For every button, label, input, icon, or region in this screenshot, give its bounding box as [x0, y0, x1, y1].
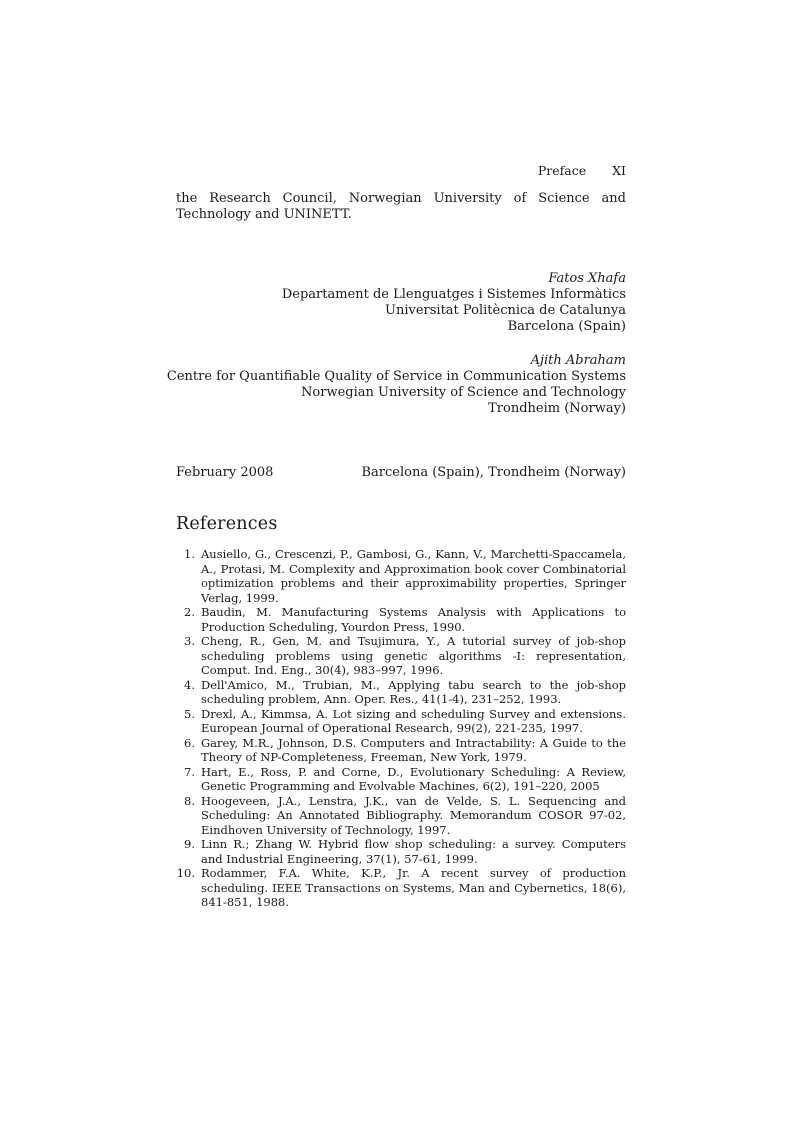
intro-paragraph: the Research Council, Norwegian University of Science and Technology and UNINETT. [176, 191, 626, 222]
reference-text: Linn R.; Zhang W. Hybrid flow shop scheduling: a survey. Computers and Industrial Engineering, 37(1), 57-61, 1999. [201, 837, 626, 866]
date: February 2008 [176, 465, 274, 480]
reference-text: Cheng, R., Gen, M. and Tsujimura, Y., A tutorial survey of job-shop scheduling problems using genetic algorithms -I: representation, Comput. Ind. Eng., 30(4), 983–997, 1996. [201, 634, 626, 677]
signature-block-2 [167, 353, 626, 417]
reference-number: 5. [184, 706, 195, 721]
reference-number: 10. [176, 866, 195, 880]
running-header-section: Preface [537, 163, 587, 178]
affiliation-line: Norwegian University of Science and Technology [301, 385, 626, 400]
reference-number: 3. [184, 634, 195, 648]
references-list [176, 547, 626, 910]
affiliation-line: Departament de Llenguatges i Sistemes Informàtics [281, 287, 626, 302]
reference-text: Hart, E., Ross, P. and Corne, D., Evolutionary Scheduling: A Review, Genetic Programming and Evolvable Machines, 6(2), 191–220, 2005 [201, 764, 626, 793]
running-header [176, 163, 626, 179]
reference-item [176, 605, 626, 634]
reference-number: 1. [184, 547, 195, 561]
references-heading: References [176, 514, 278, 534]
reference-item [176, 794, 626, 838]
reference-number: 4. [184, 677, 195, 692]
signature-block-1 [282, 271, 626, 335]
reference-number: 6. [184, 735, 195, 750]
reference-item [176, 837, 626, 866]
reference-text: Baudin, M. Manufacturing Systems Analysis with Applications to Production Scheduling, Yourdon Press, 1990. [201, 605, 626, 634]
reference-item [176, 736, 626, 765]
reference-number: 8. [184, 793, 195, 808]
reference-item [176, 866, 626, 910]
reference-item [176, 707, 626, 736]
signature-name: Fatos Xhafa [548, 271, 626, 286]
reference-item [176, 634, 626, 678]
reference-number: 7. [184, 764, 195, 779]
reference-item [176, 547, 626, 605]
affiliation-line: Barcelona (Spain) [507, 319, 626, 334]
dateline [176, 465, 626, 481]
reference-text: Hoogeveen, J.A., Lenstra, J.K., van de Velde, S. L. Sequencing and Scheduling: An Annotated Bibliography. Memorandum COSOR 97-02, Eindhoven University of Technology, 1997. [201, 793, 626, 837]
affiliation-line: Centre for Quantifiable Quality of Service in Communication Systems [166, 369, 626, 384]
page-number: XI [612, 163, 626, 178]
place: Barcelona (Spain), Trondheim (Norway) [361, 465, 626, 480]
affiliation-line: Universitat Politècnica de Catalunya [385, 303, 626, 318]
reference-text: Dell'Amico, M., Trubian, M., Applying tabu search to the job-shop scheduling problem, Ann. Oper. Res., 41(1-4), 231–252, 1993. [201, 677, 626, 706]
reference-item [176, 678, 626, 707]
reference-text: Drexl, A., Kimmsa, A. Lot sizing and scheduling Survey and extensions. European Journal of Operational Research, 99(2), 221-235, 1997. [201, 706, 626, 735]
signature-name: Ajith Abraham [530, 353, 626, 368]
reference-number: 9. [184, 837, 195, 851]
reference-text: Garey, M.R., Johnson, D.S. Computers and Intractability: A Guide to the Theory of NP-Completeness, Freeman, New York, 1979. [201, 735, 626, 764]
reference-text: Ausiello, G., Crescenzi, P., Gambosi, G., Kann, V., Marchetti-Spaccamela, A., Protasi, M. Complexity and Approximation book cover Combinatorial optimization problems and their approximability properties, Springer Verlag, 1999. [201, 547, 626, 605]
reference-text: Rodammer, F.A. White, K.P., Jr. A recent survey of production scheduling. IEEE Transactions on Systems, Man and Cybernetics, 18(6), 841-851, 1988. [201, 866, 626, 909]
affiliation-line: Trondheim (Norway) [488, 401, 626, 416]
reference-item [176, 765, 626, 794]
reference-number: 2. [184, 605, 195, 619]
